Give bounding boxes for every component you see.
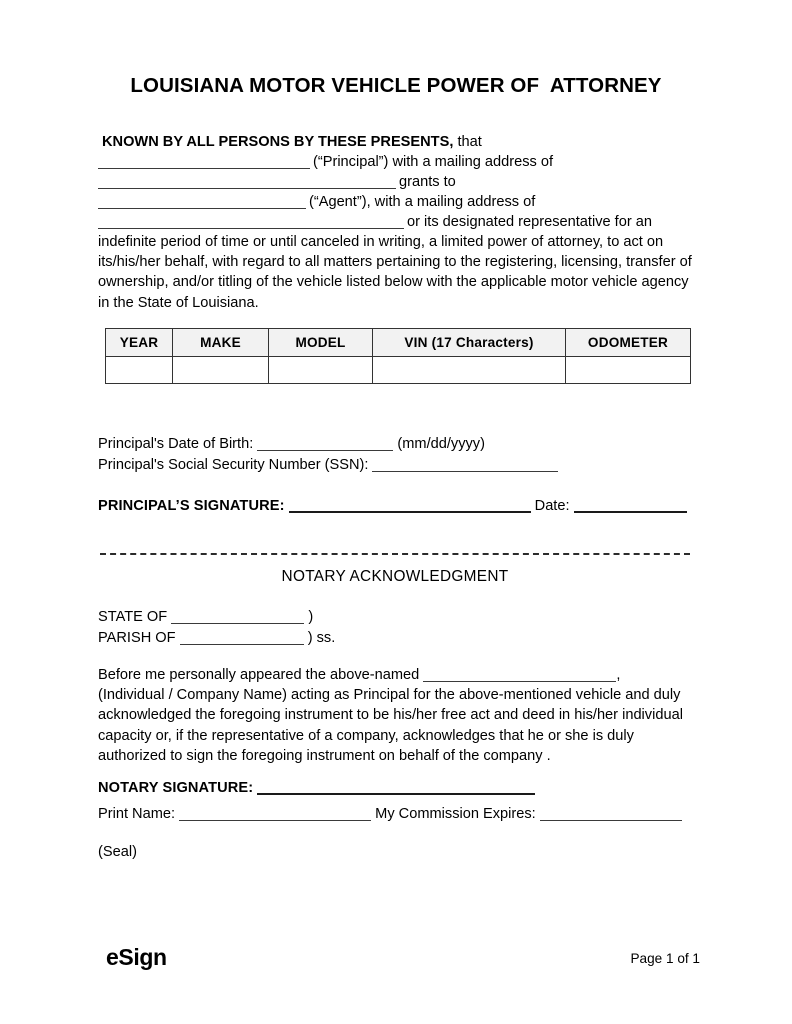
- principal-dob-row: [98, 434, 698, 455]
- notary-parish-paren: ) ss.: [307, 630, 336, 646]
- column-header-odometer: ODOMETER: [566, 329, 691, 357]
- cell-model[interactable]: [269, 357, 373, 384]
- intro-section: [98, 132, 692, 313]
- principal-date-label: Date:: [534, 498, 570, 514]
- notary-parish-label: PARISH OF: [98, 630, 176, 646]
- known-by-all-persons-bold: KNOWN BY ALL PERSONS BY THESE PRESENTS,: [102, 134, 454, 150]
- grants-to-suffix: grants to: [399, 174, 456, 190]
- known-by-all-persons-line: [102, 132, 692, 152]
- notary-commission-field[interactable]: [540, 806, 682, 821]
- column-header-make: MAKE: [173, 329, 269, 357]
- notary-acknowledgment-paragraph: [98, 665, 690, 766]
- principal-signature-field[interactable]: [289, 497, 531, 513]
- grant-of-authority-paragraph: indefinite period of time or until canceled in writing, a limited power of attorney, to act on its/his/her behalf, with regard to all matters pertaining to the registering, licensing, transfer of ownership, and/or titling of the vehicle listed below with the applicable motor vehicle agency in the State of Louisiana.: [98, 234, 692, 311]
- principal-dob-field[interactable]: [257, 436, 393, 451]
- agent-address-field[interactable]: [98, 214, 404, 229]
- esign-logo: eSign: [106, 944, 167, 970]
- principal-dob-format-hint: (mm/dd/yyyy): [397, 436, 485, 452]
- notary-para-comma: ,: [616, 667, 621, 683]
- principal-signature-row: [98, 497, 718, 514]
- notary-seal-label: (Seal): [98, 844, 137, 860]
- notary-print-name-field[interactable]: [179, 806, 371, 821]
- page-indicator: Page 1 of 1: [630, 951, 700, 966]
- notary-signature-row: [98, 779, 718, 796]
- notary-state-paren: ): [308, 609, 314, 625]
- notary-commission-label: My Commission Expires:: [375, 806, 536, 822]
- document-title: LOUISIANA MOTOR VEHICLE POWER OF ATTORNEY: [130, 74, 662, 97]
- principal-ssn-label: Principal's Social Security Number (SSN):: [98, 457, 369, 473]
- agent-name-suffix: (“Agent”), with a mailing address of: [309, 194, 536, 210]
- representative-suffix: or its designated representative for an: [407, 214, 652, 230]
- column-header-year: YEAR: [106, 329, 173, 357]
- notary-appearer-name-field[interactable]: [423, 667, 616, 682]
- notary-para-body: (Individual / Company Name) acting as Principal for the above-mentioned vehicle and duly acknowledged the foregoing instrument to be his/her free act and deed in his/her individual capacity or, if the representative of a company, acknowledges that he or she is duly authorized to sign the foregoing instrument on behalf of the company .: [98, 687, 683, 764]
- principal-address-row: [98, 172, 692, 192]
- notary-venue-section: [98, 607, 335, 649]
- notary-parish-field[interactable]: [180, 630, 304, 645]
- agent-name-row: [98, 192, 692, 212]
- principal-address-field[interactable]: [98, 174, 396, 189]
- section-divider: [100, 553, 690, 555]
- notary-signature-label: NOTARY SIGNATURE:: [98, 780, 254, 796]
- notary-state-label: STATE OF: [98, 609, 168, 625]
- principal-name-row: [98, 152, 692, 172]
- principal-date-field[interactable]: [574, 497, 687, 513]
- notary-para-intro: Before me personally appeared the above-named: [98, 667, 420, 683]
- column-header-model: MODEL: [269, 329, 373, 357]
- notary-state-row: [98, 607, 335, 628]
- principal-name-field[interactable]: [98, 154, 310, 169]
- notary-parish-row: [98, 628, 335, 649]
- principal-ssn-row: [98, 455, 698, 476]
- principal-ssn-field[interactable]: [372, 457, 558, 472]
- notary-signature-field[interactable]: [257, 779, 535, 795]
- notary-print-name-label: Print Name:: [98, 806, 176, 822]
- table-row: [106, 357, 691, 384]
- agent-address-row: [98, 212, 692, 232]
- principal-dob-label: Principal's Date of Birth:: [98, 436, 254, 452]
- notary-acknowledgment-heading: NOTARY ACKNOWLEDGMENT: [281, 568, 509, 585]
- principal-details-section: [98, 434, 698, 476]
- notary-state-field[interactable]: [171, 609, 304, 624]
- column-header-vin: VIN (17 Characters): [373, 329, 566, 357]
- cell-year[interactable]: [106, 357, 173, 384]
- table-header-row: [106, 329, 691, 357]
- cell-vin[interactable]: [373, 357, 566, 384]
- notary-print-name-row: [98, 806, 718, 822]
- agent-name-field[interactable]: [98, 194, 306, 209]
- principal-name-suffix: (“Principal”) with a mailing address of: [313, 154, 554, 170]
- cell-odometer[interactable]: [566, 357, 691, 384]
- cell-make[interactable]: [173, 357, 269, 384]
- known-by-all-persons-rest: that: [453, 134, 482, 150]
- principal-signature-label: PRINCIPAL’S SIGNATURE:: [98, 498, 285, 514]
- vehicle-information-table: [105, 328, 691, 384]
